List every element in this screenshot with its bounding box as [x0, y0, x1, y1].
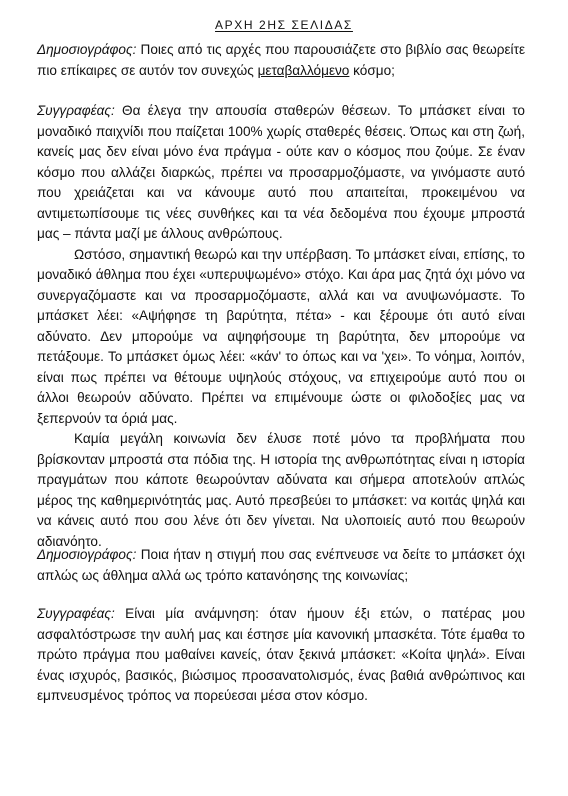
answer-2-paragraph	[37, 604, 525, 707]
page-header	[0, 18, 568, 32]
question-1-speaker: Δημοσιογράφος:	[37, 42, 137, 57]
answer-1-speaker: Συγγραφέας:	[37, 103, 115, 118]
question-1-text-end: κόσμο;	[349, 62, 395, 78]
question-2-paragraph	[37, 545, 525, 586]
page-header-title: ΑΡΧΗ 2ΗΣ ΣΕΛΙΔΑΣ	[215, 18, 353, 32]
answer-1-paragraph-3: Καμία μεγάλη κοινωνία δεν έλυσε ποτέ μόνο τα προβλήματα που βρίσκονταν μπροστά στα πόδια της. Η ιστορία της ανθρωπότητας είναι η ιστορία πραγμάτων που κάποτε θεωρούνταν αδύνατα και σήμερα αποτελούν απλώς μέρος της καθημερινότητάς μας. Αυτό πρεσβεύει το μπάσκετ: να κοιτάς ψηλά και να κάνεις αυτό που σου λένε ότι δεν γίνεται. Να υλοποιείς αυτό που θεωρούν αδιανόητο.	[37, 431, 525, 549]
answer-2-text: Είναι μία ανάμνηση: όταν ήμουν έξι ετών, ο πατέρας μου ασφαλτόστρωσε την αυλή μας και έστησε μία κανονική μπασκέτα. Τότε έμαθα το πρώτο πράγμα που μαθαίνει κανείς, όταν ξεκινά μπάσκετ: «Κοίτα ψηλά». Είναι ένας ισχυρός, βασικός, βιώσιμος προσανατολισμός, ένας βαθιά ανθρώπινος και εμπνευσμένος τρόπος να πορεύεσαι μέσα στον κόσμο.	[37, 606, 525, 703]
answer-1-paragraph-1	[37, 101, 525, 245]
question-2-speaker: Δημοσιογράφος:	[37, 547, 137, 562]
answer-1-paragraph-2: Ωστόσο, σημαντική θεωρώ και την υπέρβαση. Το μπάσκετ είναι, επίσης, το μοναδικό άθλημα που έχει «υπερυψωμένο» στόχο. Και άρα μας ζητά όχι μόνο να συνεργαζόμαστε και να προσαρμοζόμαστε, αλλά και να ανυψωνόμαστε. Το μπάσκετ λέει: «Αψήφησε τη βαρύτητα, πέτα» - και ξέρουμε ότι αυτό είναι αδύνατο. Δεν μπορούμε να αψηφήσουμε τη βαρύτητα, δεν μπορούμε να πετάξουμε. Το μπάσκετ όμως λέει: «κάν' το όπως και να 'χει». Το νόημα, λοιπόν, είναι πως πρέπει να θέτουμε υψηλούς στόχους, να επιχειρούμε αυτό που οι άλλοι θεωρούν αδύνατο. Πρέπει να επιμένουμε ώστε οι φιλοδοξίες μας να ξεπερνούν τα όριά μας.	[37, 246, 525, 426]
answer-1-paragraph-1-text: Θα έλεγα την απουσία σταθερών θέσεων. Το μπάσκετ είναι το μοναδικό παιχνίδι που παίζεται 100% χωρίς σταθερές θέσεις. Όπως και στη ζωή, κανείς μας δεν είναι μόνο ένα πράγμα - ούτε καν ο κόσμος που ζούμε. Σε έναν κόσμο που αλλάζει διαρκώς, πρέπει να προσαρμοζόμαστε, να γινόμαστε αυτό που χρειάζεται και να κάνουμε αυτό που απαιτείται, προκειμένου να αντιμετωπίσουμε τις νέες συνθήκες και τα νέα δεδομένα που έχουμε μπροστά μας – πάντα μαζί με άλλους ανθρώπους.	[37, 103, 525, 241]
answer-2-speaker: Συγγραφέας:	[37, 606, 115, 621]
question-1-text-start: Ποιες από τις αρχές που παρουσιάζετε στο βιβλίο σας θεωρείτε πιο επίκαιρες σε αυτόν τον συνεχώς	[37, 42, 525, 78]
question-2	[37, 545, 525, 586]
answer-2	[37, 604, 525, 707]
question-1	[37, 40, 525, 81]
question-1-paragraph	[37, 40, 525, 81]
question-2-text: Ποια ήταν η στιγμή που σας ενέπνευσε να δείτε το μπάσκετ όχι απλώς ως άθλημα αλλά ως τρόπο κατανόησης της κοινωνίας;	[37, 547, 525, 583]
question-1-underlined-word: μεταβαλλόμενο	[257, 62, 350, 78]
answer-1	[37, 101, 525, 552]
